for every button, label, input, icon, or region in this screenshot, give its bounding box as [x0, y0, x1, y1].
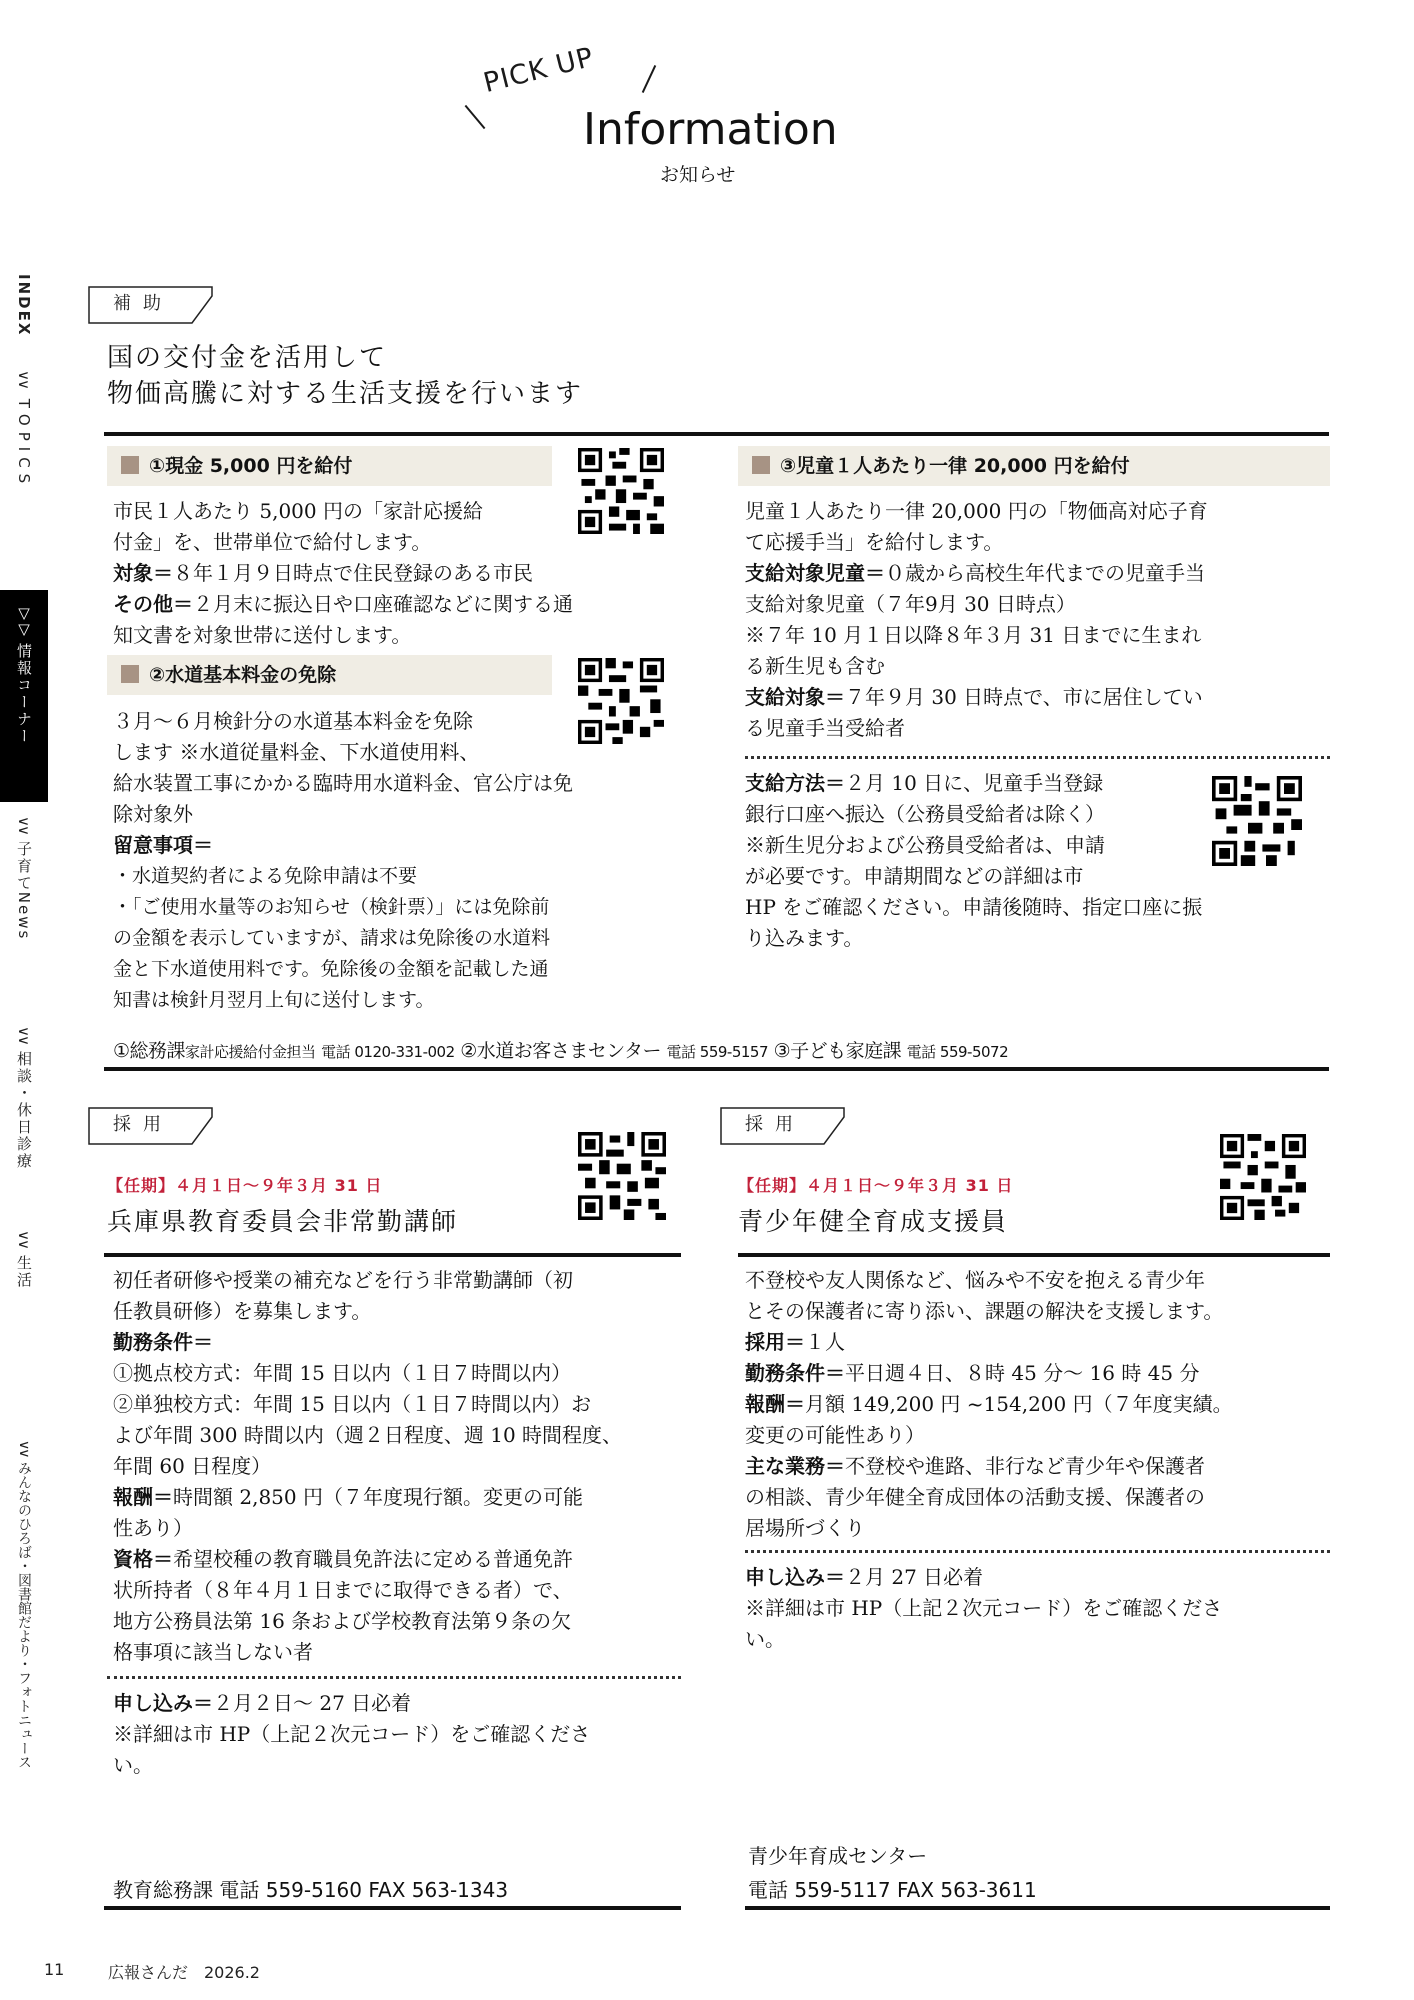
sidebar-item-topics[interactable]: [0, 370, 48, 550]
text-line: [745, 682, 1335, 713]
text-line: とその保護者に寄り添い、課題の解決を支援します。: [745, 1299, 1224, 1323]
text-line: 銀行口座へ振込（公務員受給者は除く）: [745, 802, 1105, 826]
contact-dept: ①総務課: [113, 1040, 186, 1062]
text-line: 性あり）: [113, 1516, 193, 1540]
job1-apply: [113, 1688, 683, 1781]
field-value: ７年９月 30 日時点で、市に居住してい: [845, 685, 1203, 709]
contact-phone: 電話 0120-331-002: [321, 1043, 455, 1061]
text-line: HP をご確認ください。申請後随時、指定口座に振: [745, 895, 1203, 919]
section-heading-water: [107, 655, 552, 695]
qr-code-job1[interactable]: [578, 1132, 666, 1220]
text-line: 任教員研修）を募集します。: [113, 1299, 372, 1323]
sidebar-item-label: 子育てNews: [15, 840, 33, 941]
text-line: ・「ご使用水量等のお知らせ（検針票）」には免除前: [113, 896, 550, 918]
text-line: [113, 1327, 683, 1358]
headline-line: 物価高騰に対する生活支援を行います: [107, 379, 584, 409]
text-line: 初任者研修や授業の補充などを行う非常勤講師（初: [113, 1268, 573, 1292]
text-line: [113, 1688, 683, 1719]
page-subtitle: お知らせ: [660, 164, 736, 186]
text-line: [745, 1451, 1335, 1482]
section-body-water: [113, 706, 683, 1016]
field-value: 時間額 2,850 円（７年度現行額。変更の可能: [173, 1485, 583, 1509]
text-line: [745, 1562, 1335, 1593]
tag-label: 採用: [745, 1114, 805, 1135]
sidebar-item-plaza[interactable]: [0, 1440, 48, 1860]
square-bullet-icon: [121, 456, 139, 474]
field-value: １人: [805, 1330, 845, 1354]
contact-dept: ②水道お客さまセンター: [460, 1040, 661, 1062]
job-title: 青少年健全育成支援員: [738, 1207, 1009, 1236]
text-line: ※詳細は市 HP（上記２次元コード）をご確認くださ: [113, 1722, 591, 1746]
divider: [104, 432, 1329, 436]
tag-label: 採用: [113, 1114, 173, 1135]
divider: [104, 1067, 1329, 1071]
dotted-divider: [745, 1550, 1330, 1553]
field-label: その他＝: [113, 592, 193, 616]
text-line: [745, 1327, 1335, 1358]
field-label: 報酬＝: [113, 1485, 173, 1509]
category-tag-subsidy: [88, 286, 213, 322]
text-line: [113, 830, 683, 861]
square-bullet-icon: [752, 456, 770, 474]
text-line: ３月～６月検針分の水道基本料金を免除: [113, 709, 473, 733]
field-value: 月額 149,200 円 ~154,200 円（７年度実績。: [805, 1392, 1233, 1416]
section-heading-text: ③児童１人あたり一律 20,000 円を給付: [780, 455, 1130, 477]
sidebar-item-life[interactable]: [0, 1230, 48, 1310]
text-line: る児童手当受給者: [745, 716, 905, 740]
text-line: 居場所づくり: [745, 1516, 865, 1540]
field-value: ８年１月９日時点で住民登録のある市民: [173, 561, 533, 585]
contact-sub: 家計応援給付金担当: [185, 1043, 316, 1061]
text-line: ②単独校方式：年間 15 日以内（１日７時間以内）お: [113, 1392, 592, 1416]
field-label: 支給対象児童＝: [745, 561, 885, 585]
text-line: 付金」を、世帯単位で給付します。: [113, 530, 432, 554]
text-line: 地方公務員法第 16 条および学校教育法第９条の欠: [113, 1609, 572, 1633]
text-line: ※新生児分および公務員受給者は、申請: [745, 833, 1105, 857]
qr-code-icon: [1212, 776, 1302, 866]
text-line: 格事項に該当しない者: [113, 1640, 313, 1664]
field-label: 申し込み＝: [113, 1691, 213, 1715]
qr-code-child[interactable]: [1212, 776, 1302, 866]
text-line: い。: [745, 1627, 785, 1651]
dotted-divider: [745, 756, 1330, 759]
subsidy-contacts: [113, 1036, 1008, 1063]
text-line: [745, 1358, 1335, 1389]
page-number: 11: [44, 1960, 65, 1979]
dotted-divider: [107, 1676, 681, 1679]
pickup-label: PICK UP: [480, 41, 598, 99]
contact-phone: 電話 559-5072: [906, 1043, 1009, 1061]
job1-contact: 教育総務課 電話 559-5160 FAX 563-1343: [113, 1878, 509, 1902]
text-line: [745, 558, 1335, 589]
sidebar-item-childcare-news[interactable]: [0, 816, 48, 986]
text-line: 状所持者（８年４月１日までに取得できる者）で、: [113, 1578, 573, 1602]
field-value: 不登校や進路、非行など青少年や保護者: [845, 1454, 1205, 1478]
text-line: 児童１人あたり一律 20,000 円の「物価高対応子育: [745, 499, 1208, 523]
field-label: 報酬＝: [745, 1392, 805, 1416]
qr-code-icon: [1220, 1134, 1306, 1220]
section-body-child: [745, 496, 1335, 744]
term-period: 【任期】４月１日～９年３月 31 日: [738, 1176, 1014, 1195]
sidebar-item-index[interactable]: [0, 274, 48, 337]
divider: [104, 1906, 681, 1910]
text-line: [745, 768, 1205, 799]
double-chevron-icon: ∨∨: [15, 370, 33, 388]
contact-dept: ③子ども家庭課: [773, 1040, 902, 1062]
field-value: 平日週４日、８時 45 分～ 16 時 45 分: [845, 1361, 1200, 1385]
text-line: 不登校や友人関係など、悩みや不安を抱える青少年: [745, 1268, 1205, 1292]
text-line: [113, 558, 673, 589]
qr-code-icon: [578, 1132, 666, 1220]
text-line: よび年間 300 時間以内（週２日程度、週 10 時間程度、: [113, 1423, 623, 1447]
text-line: ・水道契約者による免除申請は不要: [113, 865, 418, 887]
category-tag-recruit: [88, 1107, 213, 1143]
double-chevron-icon: ∨∨: [15, 1230, 33, 1248]
sidebar-item-label: TOPICS: [15, 398, 33, 490]
job1-body: [113, 1265, 683, 1668]
field-label: 勤務条件＝: [745, 1361, 845, 1385]
category-tag-recruit: [720, 1107, 845, 1143]
section-heading-text: ①現金 5,000 円を給付: [149, 455, 353, 477]
term-period: 【任期】４月１日～９年３月 31 日: [107, 1176, 383, 1195]
sidebar-item-consultation[interactable]: [0, 1026, 48, 1186]
divider: [745, 1906, 1330, 1910]
job2-apply: [745, 1562, 1335, 1655]
sidebar-item-label: 情報コーナー: [15, 642, 33, 745]
text-line: ①拠点校方式：年間 15 日以内（１日７時間以内）: [113, 1361, 572, 1385]
decor-slash-left: [465, 105, 486, 129]
text-line: 知書は検針月翌月上旬に送付します。: [113, 989, 435, 1011]
text-line: が必要です。申請期間などの詳細は市: [745, 864, 1084, 888]
field-value: ０歳から高校生年代までの児童手当: [885, 561, 1205, 585]
contact-phone: 電話 559-5157: [666, 1043, 769, 1061]
text-line: します ※水道従量料金、下水道使用料、: [113, 740, 480, 764]
field-label: 採用＝: [745, 1330, 805, 1354]
text-line: の金額を表示していますが、請求は免除後の水道料: [113, 927, 551, 949]
field-label: 主な業務＝: [745, 1454, 845, 1478]
square-bullet-icon: [121, 665, 139, 683]
text-line: 給水装置工事にかかる臨時用水道料金、官公庁は免: [113, 771, 573, 795]
text-line: り込みます。: [745, 926, 864, 950]
text-line: 除対象外: [113, 802, 193, 826]
divider: [104, 1253, 681, 1257]
text-line: ※７年 10 月１日以降８年３月 31 日までに生まれ: [745, 623, 1202, 647]
section-heading-child: [738, 446, 1330, 486]
double-chevron-icon: ∨∨: [16, 1440, 32, 1457]
section-body-cash: [113, 496, 673, 651]
text-line: 変更の可能性あり）: [745, 1423, 925, 1447]
page-title: Information: [583, 104, 838, 155]
publication-label: 広報さんだ 2026.2: [108, 1963, 260, 1982]
text-line: 知文書を対象世帯に送付します。: [113, 623, 412, 647]
field-value: ２月末に振込日や口座確認などに関する通: [193, 592, 573, 616]
text-line: ※詳細は市 HP（上記２次元コード）をご確認くださ: [745, 1596, 1223, 1620]
field-value: ２月 27 日必着: [845, 1565, 984, 1589]
double-chevron-icon: ∨∨: [15, 816, 33, 834]
section-heading-text: ②水道基本料金の免除: [149, 664, 337, 686]
job2-contact-phone: 電話 559-5117 FAX 563-3611: [748, 1878, 1037, 1902]
double-triangle-icon: ▽▽: [15, 604, 33, 636]
text-line: 年間 60 日程度）: [113, 1454, 272, 1478]
sidebar-item-label: INDEX: [15, 274, 33, 337]
field-label: 留意事項＝: [113, 833, 213, 857]
divider: [738, 1253, 1330, 1257]
text-line: 市民１人あたり 5,000 円の「家計応援給: [113, 499, 483, 523]
text-line: [113, 589, 673, 620]
tag-label: 補助: [113, 293, 173, 314]
field-label: 勤務条件＝: [113, 1330, 213, 1354]
text-line: い。: [113, 1753, 153, 1777]
field-value: 希望校種の教育職員免許法に定める普通免許: [173, 1547, 573, 1571]
text-line: の相談、青少年健全育成団体の活動支援、保護者の: [745, 1485, 1205, 1509]
section-heading-cash: [107, 446, 552, 486]
field-label: 支給対象＝: [745, 685, 845, 709]
sidebar-item-info-corner[interactable]: [0, 590, 48, 802]
decor-slash-right: [642, 65, 656, 93]
sidebar-item-label: 相談・休日診療: [15, 1050, 33, 1170]
subsidy-headline: [107, 340, 583, 412]
text-line: て応援手当」を給付します。: [745, 530, 1004, 554]
text-line: る新生児も含む: [745, 654, 885, 678]
text-line: 金と下水道使用料です。免除後の金額を記載した通: [113, 958, 549, 980]
field-label: 支給方法＝: [745, 771, 845, 795]
field-label: 対象＝: [113, 561, 173, 585]
qr-code-job2[interactable]: [1220, 1134, 1306, 1220]
text-line: [745, 1389, 1335, 1420]
text-line: 支給対象児童（７年9月 30 日時点）: [745, 592, 1076, 616]
job2-body: [745, 1265, 1335, 1544]
field-value: ２月 10 日に、児童手当登録: [845, 771, 1104, 795]
field-label: 資格＝: [113, 1547, 173, 1571]
field-value: ２月２日～ 27 日必着: [213, 1691, 412, 1715]
sidebar-item-label: みんなのひろば・図書館だより・フォトニュース: [16, 1460, 32, 1769]
job-title: 兵庫県教育委員会非常勤講師: [107, 1207, 459, 1236]
text-line: [113, 1482, 683, 1513]
job2-contact-name: 青少年育成センター: [748, 1844, 928, 1868]
payment-method-block: [745, 768, 1205, 954]
double-chevron-icon: ∨∨: [15, 1026, 33, 1044]
sidebar-item-label: 生活: [15, 1254, 33, 1289]
headline-line: 国の交付金を活用して: [107, 343, 388, 373]
text-line: [113, 1544, 683, 1575]
field-label: 申し込み＝: [745, 1565, 845, 1589]
